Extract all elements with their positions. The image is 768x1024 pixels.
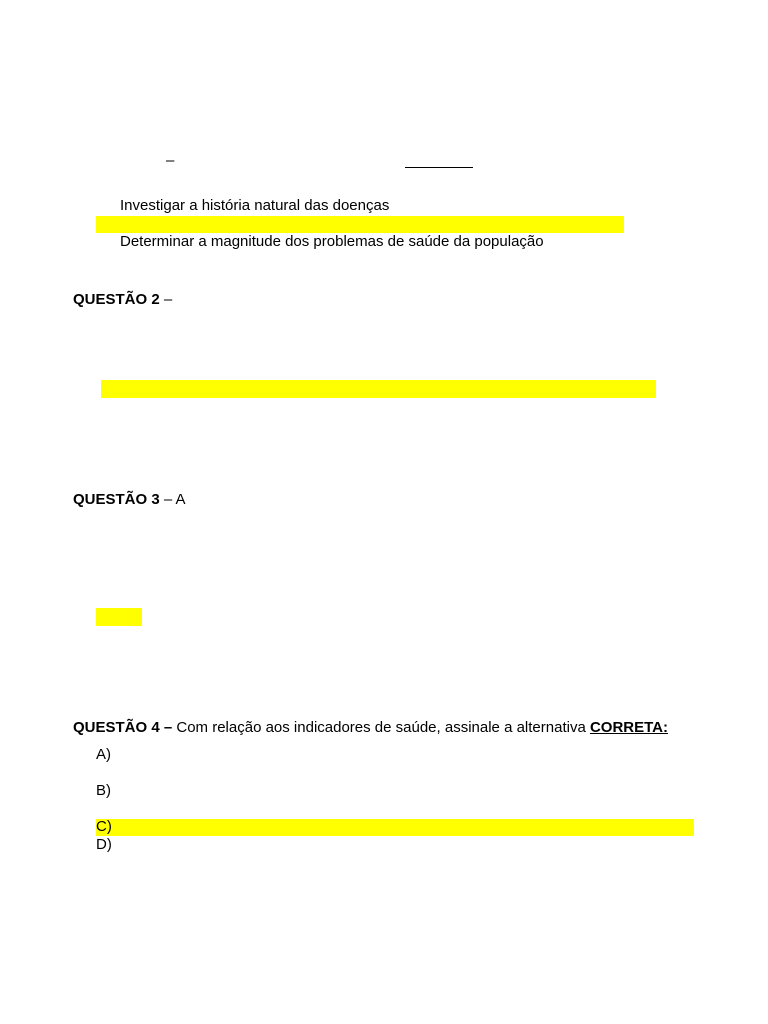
q1-answer-blank <box>405 167 473 168</box>
q4-option-b: B) <box>96 782 111 799</box>
q3-number: QUESTÃO 3 <box>73 491 160 508</box>
q2-dash: – <box>163 291 173 308</box>
q1-option-a: Investigar a história natural das doenças <box>120 197 390 214</box>
q4-emphasis: CORRETA: <box>589 719 668 736</box>
q1-dash: – <box>166 152 175 169</box>
q4-option-c-highlight <box>96 819 694 836</box>
q4-number: QUESTÃO 4 – <box>73 719 173 736</box>
q3-heading <box>73 491 186 509</box>
q3-text: A <box>175 491 186 508</box>
q4-option-c: C) <box>96 818 112 835</box>
q4-text: Com relação aos indicadores de saúde, assinale a alternativa <box>172 719 590 736</box>
q3-dash: – <box>163 491 173 508</box>
q2-heading <box>73 291 172 309</box>
q1-option-c: Determinar a magnitude dos problemas de saúde da população <box>120 233 544 250</box>
q3-answer-highlight <box>96 608 142 626</box>
q4-option-d: D) <box>96 836 112 853</box>
q2-answer-highlight <box>101 380 656 398</box>
q2-number: QUESTÃO 2 <box>73 291 160 308</box>
q1-option-b-highlight <box>96 216 624 233</box>
q4-option-a: A) <box>96 746 111 763</box>
q4-heading <box>73 719 668 737</box>
